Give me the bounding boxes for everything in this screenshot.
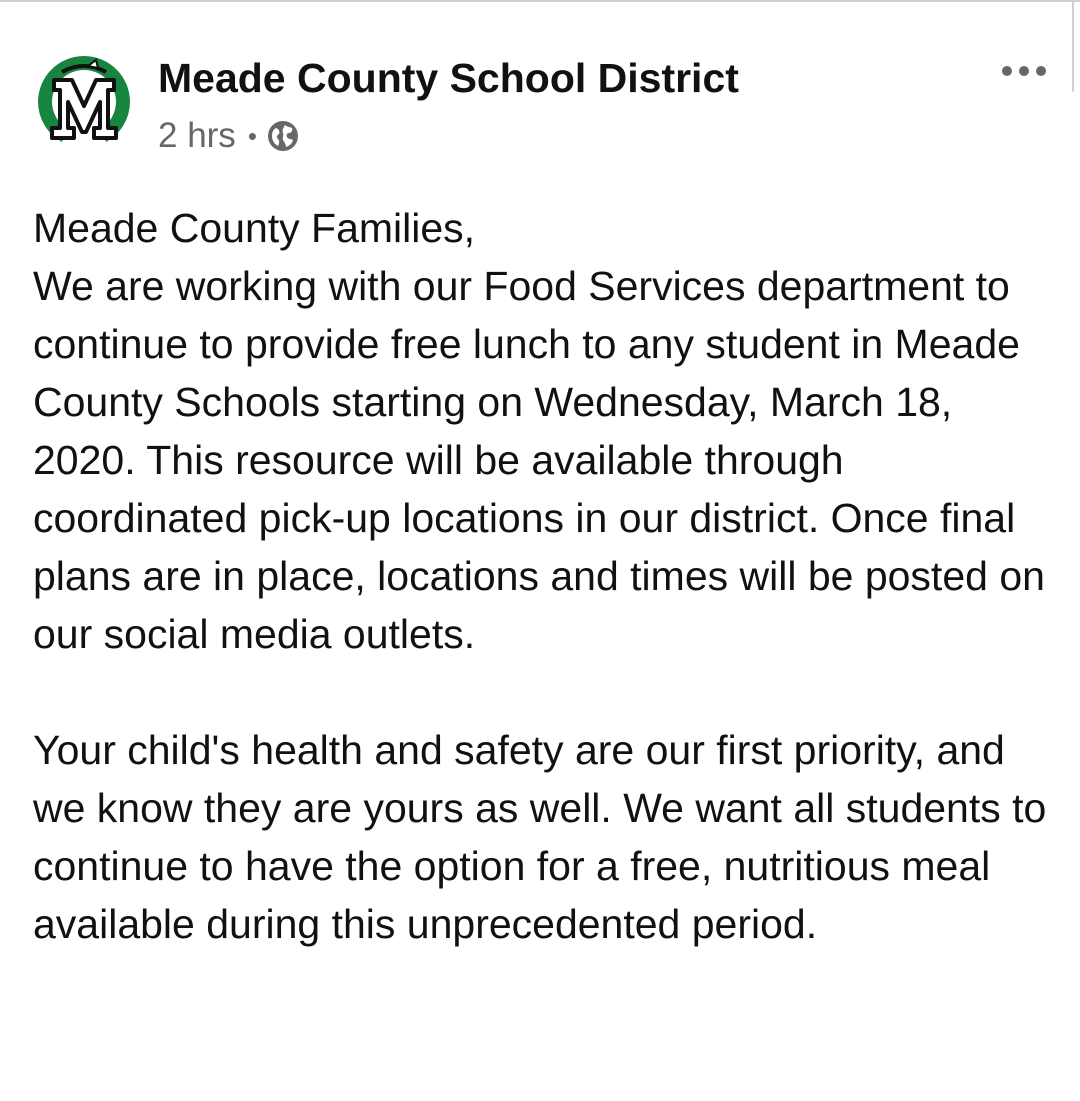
globe-icon[interactable] [267, 120, 299, 152]
card-right-border [1072, 0, 1074, 92]
more-options-button[interactable] [996, 56, 1052, 86]
post-header [32, 50, 1052, 160]
post-paragraph: Meade County Families, We are working with our Food Services department to continue to provide free lunch to any student in Meade County Schools starting on Wednesday, March 18, 2020. This resource will be available through coordinated pick-up locations in our district. Once final plans are in place, locations and times will be posted on our social media outlets. [33, 205, 1045, 657]
more-options-icon [1001, 65, 1047, 77]
post-timestamp[interactable]: 2 hrs [158, 116, 236, 155]
meta-separator: • [247, 120, 257, 151]
page-name[interactable]: Meade County School District [158, 55, 739, 101]
post-text [33, 199, 1063, 953]
post-paragraph: Your child's health and safety are our first priority, and we know they are yours as well. We want all students to continue to have the option for a free, nutritious meal available during this unprecedented period. [33, 727, 1047, 947]
post-meta [158, 114, 299, 158]
district-logo [32, 50, 136, 154]
page-avatar[interactable] [32, 50, 136, 154]
card-top-border [0, 0, 1080, 2]
